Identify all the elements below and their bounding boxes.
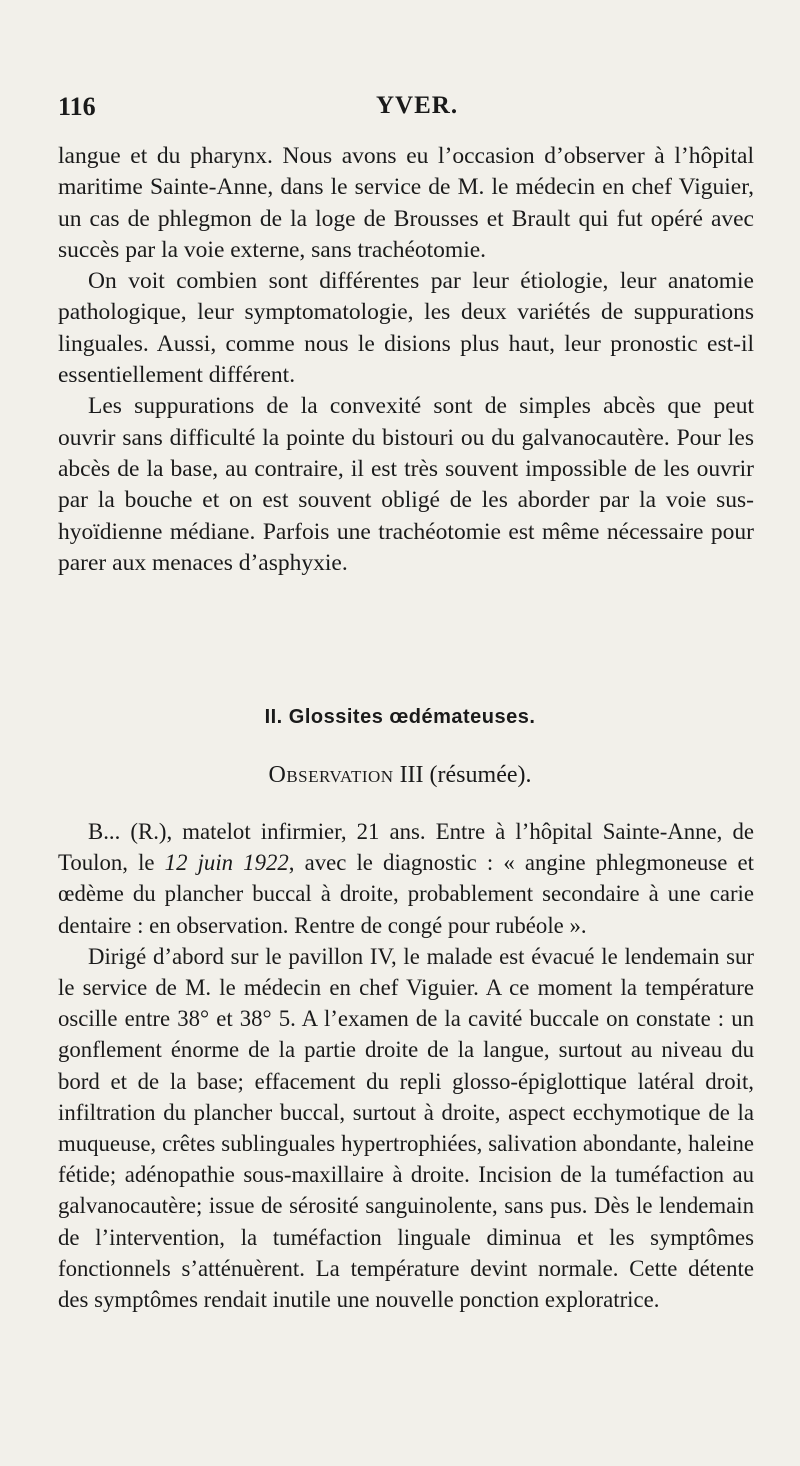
observation-number: III bbox=[399, 762, 424, 788]
observation-body bbox=[58, 816, 754, 1315]
running-title: YVER. bbox=[376, 92, 459, 119]
observation-paragraph-course: Dirigé d’abord sur le pavillon IV, le malade est évacué le lendemain sur le service de M. le médecin en chef Viguier. A ce moment la température oscille entre 38° et 38° 5. A l’examen de la cavité buccale on constate : un gonflement énorme de la partie droite de la langue, surtout au niveau du bord et de la base; effacement du repli glosso-épiglottique latéral droit, infiltration du plancher buccal, surtout à droite, aspect ecchymotique de la muqueuse, crêtes sublinguales hypertrophiées, salivation abondante, haleine fétide; adénopathie sous-maxillaire à droite. Incision de la tuméfaction au galvanocautère; issue de sérosité sanguinolente, sans pus. Dès le lendemain de l’intervention, la tuméfaction linguale diminua et les symptômes fonctionnels s’atténuèrent. La température devint normale. Cette détente des symptômes rendait inutile une nouvelle ponction exploratrice. bbox=[58, 943, 754, 1313]
paragraph-suppurations: Les suppurations de la convexité sont de simples abcès que peut ouvrir sans difficulté la pointe du bistouri ou du galvanocautère. Pour les abcès de la base, au contraire, il est très souvent impossible de les ouvrir par la bouche et on est souvent obligé de les aborder par la voie sus-hyoïdienne médiane. Parfois une trachéotomie est même nécessaire pour parer aux menaces d’asphyxie. bbox=[58, 393, 754, 576]
paragraph-etiology: On voit combien sont différentes par leur étiologie, leur anatomie pathologique, leur symptomatologie, les deux variétés de suppurations linguales. Aussi, comme nous le disions plus haut, leur pronostic est-il essentiellement différent. bbox=[58, 268, 754, 389]
page-number: 116 bbox=[58, 92, 96, 121]
paragraph-continuation: langue et du pharynx. Nous avons eu l’occasion d’observer à l’hôpital maritime Sainte-Anne, dans le service de M. le médecin en chef Viguier, un cas de phlegmon de la loge de Brousses et Brault qui fut opéré avec succès par la voie externe, sans trachéotomie. bbox=[58, 143, 754, 263]
observation-qualifier: (résumée). bbox=[429, 762, 532, 788]
running-head bbox=[58, 92, 758, 124]
section-heading: II. Glossites œdémateuses. bbox=[264, 706, 536, 728]
observation-paragraph-admission bbox=[58, 816, 754, 941]
observation-label: Observation bbox=[268, 762, 394, 788]
admission-text-before-date: B... (R.), matelot infirmier, 21 ans. Entre à l’hôpital Sainte-Anne, de Toulon, le bbox=[58, 819, 754, 876]
admission-text-after-date: , avec le diagnostic : « angine phlegmoneuse et œdème du plancher buccal à droite, probablement secondaire à une carie dentaire : en observation. Rentre de congé pour rubéole ». bbox=[58, 850, 755, 938]
body-text-top bbox=[58, 141, 754, 579]
admission-date: 12 juin 1922 bbox=[164, 850, 289, 876]
observation-heading bbox=[0, 762, 800, 789]
